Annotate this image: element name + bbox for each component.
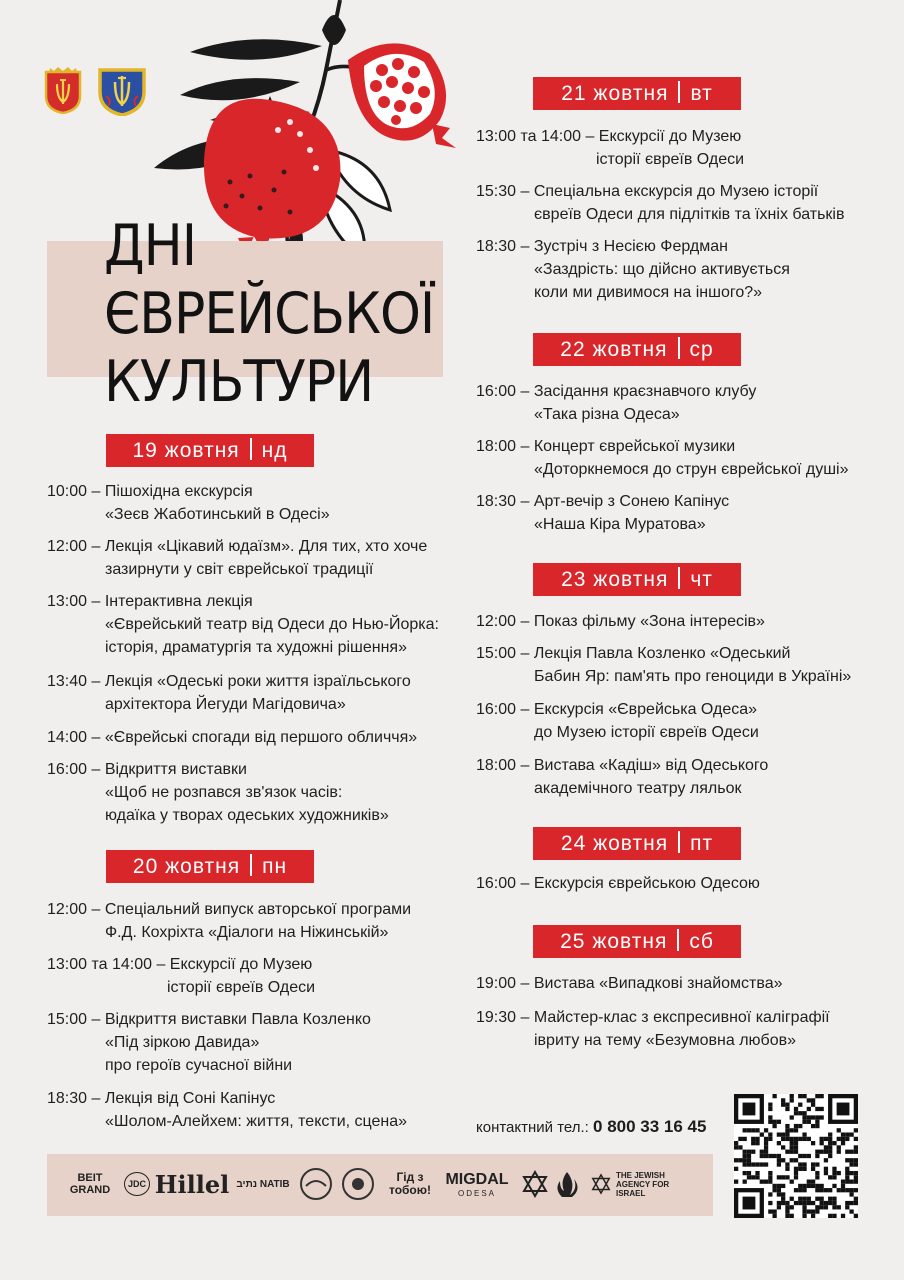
event-detail: про героїв сучасної війни — [105, 1057, 293, 1074]
event-detail: Ф.Д. Кохріхта «Діалоги на Ніжинській» — [105, 924, 389, 941]
event-time-title: 18:30 – Арт-вечір з Сонею Капінус — [476, 493, 730, 510]
event-item — [47, 1008, 371, 1077]
event-detail: «Наша Кіра Муратова» — [534, 516, 706, 533]
event-time-title: 10:00 – Пішохідна екскурсія — [47, 483, 253, 500]
day-date: 23 жовтня — [561, 568, 669, 591]
event-item — [476, 610, 765, 633]
event-item — [47, 726, 417, 749]
event-detail: «Єврейський театр від Одеси до Нью-Йорка: — [105, 616, 439, 633]
event-item — [476, 490, 729, 536]
event-detail: історії євреїв Одеси — [596, 151, 745, 168]
event-item — [476, 380, 756, 426]
event-time-title: 18:00 – Вистава «Кадіш» від Одеського — [476, 757, 769, 774]
event-item — [47, 1087, 407, 1133]
event-detail: івриту на тему «Безумовна любов» — [534, 1032, 796, 1049]
day-date: 21 жовтня — [561, 82, 669, 105]
event-detail: академічного театру ляльок — [534, 780, 742, 797]
event-detail: «Доторкнемося до струн єврейської душі» — [534, 461, 849, 478]
event-detail: «Під зіркою Давида» — [105, 1034, 260, 1051]
title-line-3: КУЛЬТУРИ — [104, 349, 374, 416]
day-separator — [250, 438, 252, 460]
title-line-2: ЄВРЕЙСЬКОЇ — [104, 281, 435, 348]
event-detail: архітектора Йегуди Магідовича» — [105, 696, 346, 713]
event-detail: зазирнути у світ єврейської традиції — [105, 561, 374, 578]
day-weekday: вт — [690, 82, 713, 105]
event-item — [47, 898, 411, 944]
day-separator — [678, 567, 680, 589]
event-detail: «Шолом-Алейхем: життя, тексти, сцена» — [105, 1113, 408, 1130]
event-time-title: 13:40 – Лекція «Одеські роки життя ізраїльського — [47, 673, 411, 690]
event-time-title: 18:30 – Зустріч з Несією Фердман — [476, 238, 728, 255]
event-item — [476, 754, 768, 800]
event-item — [476, 972, 782, 995]
event-time-title: 13:00 – Інтерактивна лекція — [47, 593, 253, 610]
day-date: 19 жовтня — [132, 439, 240, 462]
day-separator — [678, 81, 680, 103]
event-item — [476, 180, 844, 226]
day-header — [533, 827, 741, 860]
day-weekday: чт — [690, 568, 713, 591]
event-item — [47, 535, 427, 581]
event-item — [476, 235, 790, 304]
day-header — [533, 563, 741, 596]
event-item — [47, 953, 315, 999]
event-item — [476, 435, 848, 481]
event-time-title: 16:00 – Екскурсія єврейською Одесою — [476, 875, 760, 892]
partner-logo-migdal: MIGDAL ODESA — [445, 1170, 509, 1198]
day-weekday: пт — [690, 832, 714, 855]
event-detail: історія, драматургія та художні рішення» — [105, 639, 407, 656]
event-time-title: 13:00 та 14:00 – Екскурсії до Музею — [476, 128, 742, 145]
event-detail: «Така різна Одеса» — [534, 406, 680, 423]
event-item — [476, 698, 759, 744]
contact-label: контактний тел.: — [476, 1119, 589, 1136]
odesa-oblast-emblem-icon — [96, 66, 148, 116]
event-item — [476, 1006, 830, 1052]
day-separator — [678, 831, 680, 853]
partner-logo-circle-2-icon — [340, 1162, 376, 1206]
event-time-title: 19:30 – Майстер-клас з експресивної каліграфії — [476, 1009, 830, 1026]
event-detail: юдаїка у творах одеських художників» — [105, 807, 389, 824]
event-time-title: 15:00 – Відкриття виставки Павла Козленко — [47, 1011, 371, 1028]
day-separator — [250, 854, 252, 876]
event-time-title: 13:00 та 14:00 – Екскурсії до Музею — [47, 956, 313, 973]
day-weekday: сб — [689, 930, 714, 953]
event-item — [47, 758, 389, 827]
day-date: 22 жовтня — [560, 338, 668, 361]
odesa-city-emblem-icon — [44, 66, 82, 114]
event-detail: «Зеєв Жаботинський в Одесі» — [105, 506, 330, 523]
event-item — [476, 872, 760, 895]
partner-logo-star-icon — [520, 1162, 550, 1206]
event-time-title: 18:00 – Концерт єврейської музики — [476, 438, 736, 455]
contact-phone[interactable]: 0 800 33 16 45 — [593, 1117, 707, 1136]
day-weekday: ср — [689, 338, 714, 361]
event-time-title: 12:00 – Лекція «Цікавий юдаїзм». Для тих, хто хоче — [47, 538, 428, 555]
event-detail: до Музею історії євреїв Одеси — [534, 724, 759, 741]
day-header — [533, 925, 741, 958]
day-header — [106, 850, 314, 883]
event-time-title: 18:30 – Лекція від Соні Капінус — [47, 1090, 276, 1107]
partner-logo-gid-z-toboyu: Гід з тобою! — [388, 1170, 432, 1197]
event-time-title: 12:00 – Спеціальний випуск авторської програми — [47, 901, 412, 918]
partner-logo-beit-grand: BEIT GRAND — [69, 1172, 111, 1196]
page-title — [104, 212, 434, 417]
event-detail: історії євреїв Одеси — [167, 979, 316, 996]
partner-logo-jewish-agency: THE JEWISH AGENCY FOR ISRAEL — [590, 1162, 706, 1206]
event-time-title: 16:00 – Екскурсія «Єврейська Одеса» — [476, 701, 758, 718]
event-item — [47, 590, 439, 659]
event-detail: Бабин Яр: пам'ять про геноциди в Україні» — [534, 668, 852, 685]
day-separator — [678, 337, 680, 359]
day-separator — [677, 929, 679, 951]
jewish-agency-star-icon — [590, 1173, 612, 1195]
qr-code-icon[interactable] — [734, 1094, 858, 1218]
event-item — [47, 670, 411, 716]
day-date: 25 жовтня — [560, 930, 668, 953]
event-time-title: 19:00 – Вистава «Випадкові знайомства» — [476, 975, 783, 992]
event-item — [476, 125, 744, 171]
day-header — [533, 333, 741, 366]
event-item — [476, 642, 851, 688]
day-date: 20 жовтня — [132, 855, 241, 878]
day-header — [106, 434, 314, 467]
event-item — [47, 480, 330, 526]
contact-info — [476, 1117, 706, 1137]
partner-logo-flame-icon — [552, 1162, 582, 1206]
event-time-title: 15:30 – Спеціальна екскурсія до Музею історії — [476, 183, 819, 200]
event-detail: «Заздрість: що дійсно активується — [534, 261, 790, 278]
event-time-title: 14:00 – «Єврейські спогади від першого обличчя» — [47, 729, 418, 746]
event-time-title: 16:00 – Засідання краєзнавчого клубу — [476, 383, 757, 400]
day-header — [533, 77, 741, 110]
event-detail: «Щоб не розпався зв'язок часів: — [105, 784, 343, 801]
event-time-title: 12:00 – Показ фільму «Зона інтересів» — [476, 613, 765, 630]
partner-logo-circle-1-icon — [298, 1162, 334, 1206]
partner-logo-jdc: JDC — [122, 1162, 152, 1206]
day-weekday: нд — [261, 439, 288, 462]
event-detail: коли ми дивимося на іншого?» — [534, 284, 763, 301]
partner-logo-hillel: Hillel — [154, 1169, 230, 1199]
day-date: 24 жовтня — [560, 832, 669, 855]
partner-logo-nativ: נתיב NATIB — [236, 1178, 290, 1190]
day-weekday: пн — [262, 855, 288, 878]
event-time-title: 15:00 – Лекція Павла Козленко «Одеський — [476, 645, 791, 662]
event-detail: євреїв Одеси для підлітків та їхніх батьків — [534, 206, 845, 223]
event-time-title: 16:00 – Відкриття виставки — [47, 761, 247, 778]
title-line-1: ДНІ — [104, 213, 197, 280]
